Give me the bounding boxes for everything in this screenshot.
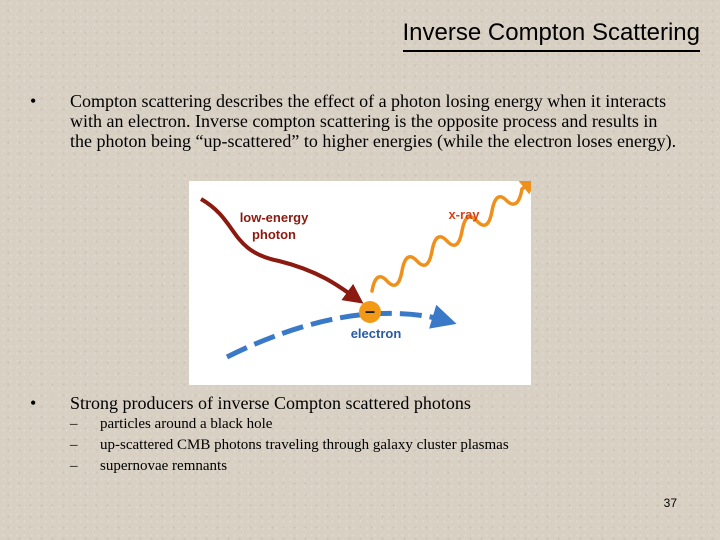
- list-item: [70, 456, 509, 477]
- list-item-text: up-scattered CMB photons traveling through galaxy cluster plasmas: [100, 437, 509, 453]
- electron-sign: –: [364, 301, 376, 321]
- sub-bullet-dash: –: [70, 437, 78, 453]
- list-item-text: supernovae remnants: [100, 458, 228, 474]
- bullet-compton-description: Compton scattering describes the effect of a photon losing energy when it interacts with an electron. Inverse compton scattering is the opposite process and results in the photon being “up-scattered” to higher energies (while the electron loses energy).: [70, 91, 677, 151]
- list-item: [70, 414, 509, 435]
- low-energy-label-line1: low-energy: [239, 210, 309, 225]
- list-item: [70, 435, 509, 456]
- electron-path: [227, 313, 447, 357]
- page-number: 37: [663, 496, 677, 510]
- bullet-marker: •: [30, 393, 37, 413]
- xray-photon-path: [372, 181, 531, 291]
- compton-scattering-diagram: [189, 181, 531, 385]
- bullet-marker: •: [30, 91, 37, 111]
- list-item-text: particles around a black hole: [100, 416, 273, 432]
- diagram-svg: [189, 181, 531, 385]
- bullet-strong-producers: Strong producers of inverse Compton scattered photons: [70, 393, 471, 413]
- slide-title: Inverse Compton Scattering: [403, 16, 700, 52]
- xray-label: x-ray: [448, 207, 480, 222]
- electron-label: electron: [350, 326, 402, 341]
- sub-bullet-dash: –: [70, 416, 78, 432]
- producers-list: [70, 414, 509, 477]
- low-energy-label-line2: photon: [251, 227, 297, 242]
- sub-bullet-dash: –: [70, 458, 78, 474]
